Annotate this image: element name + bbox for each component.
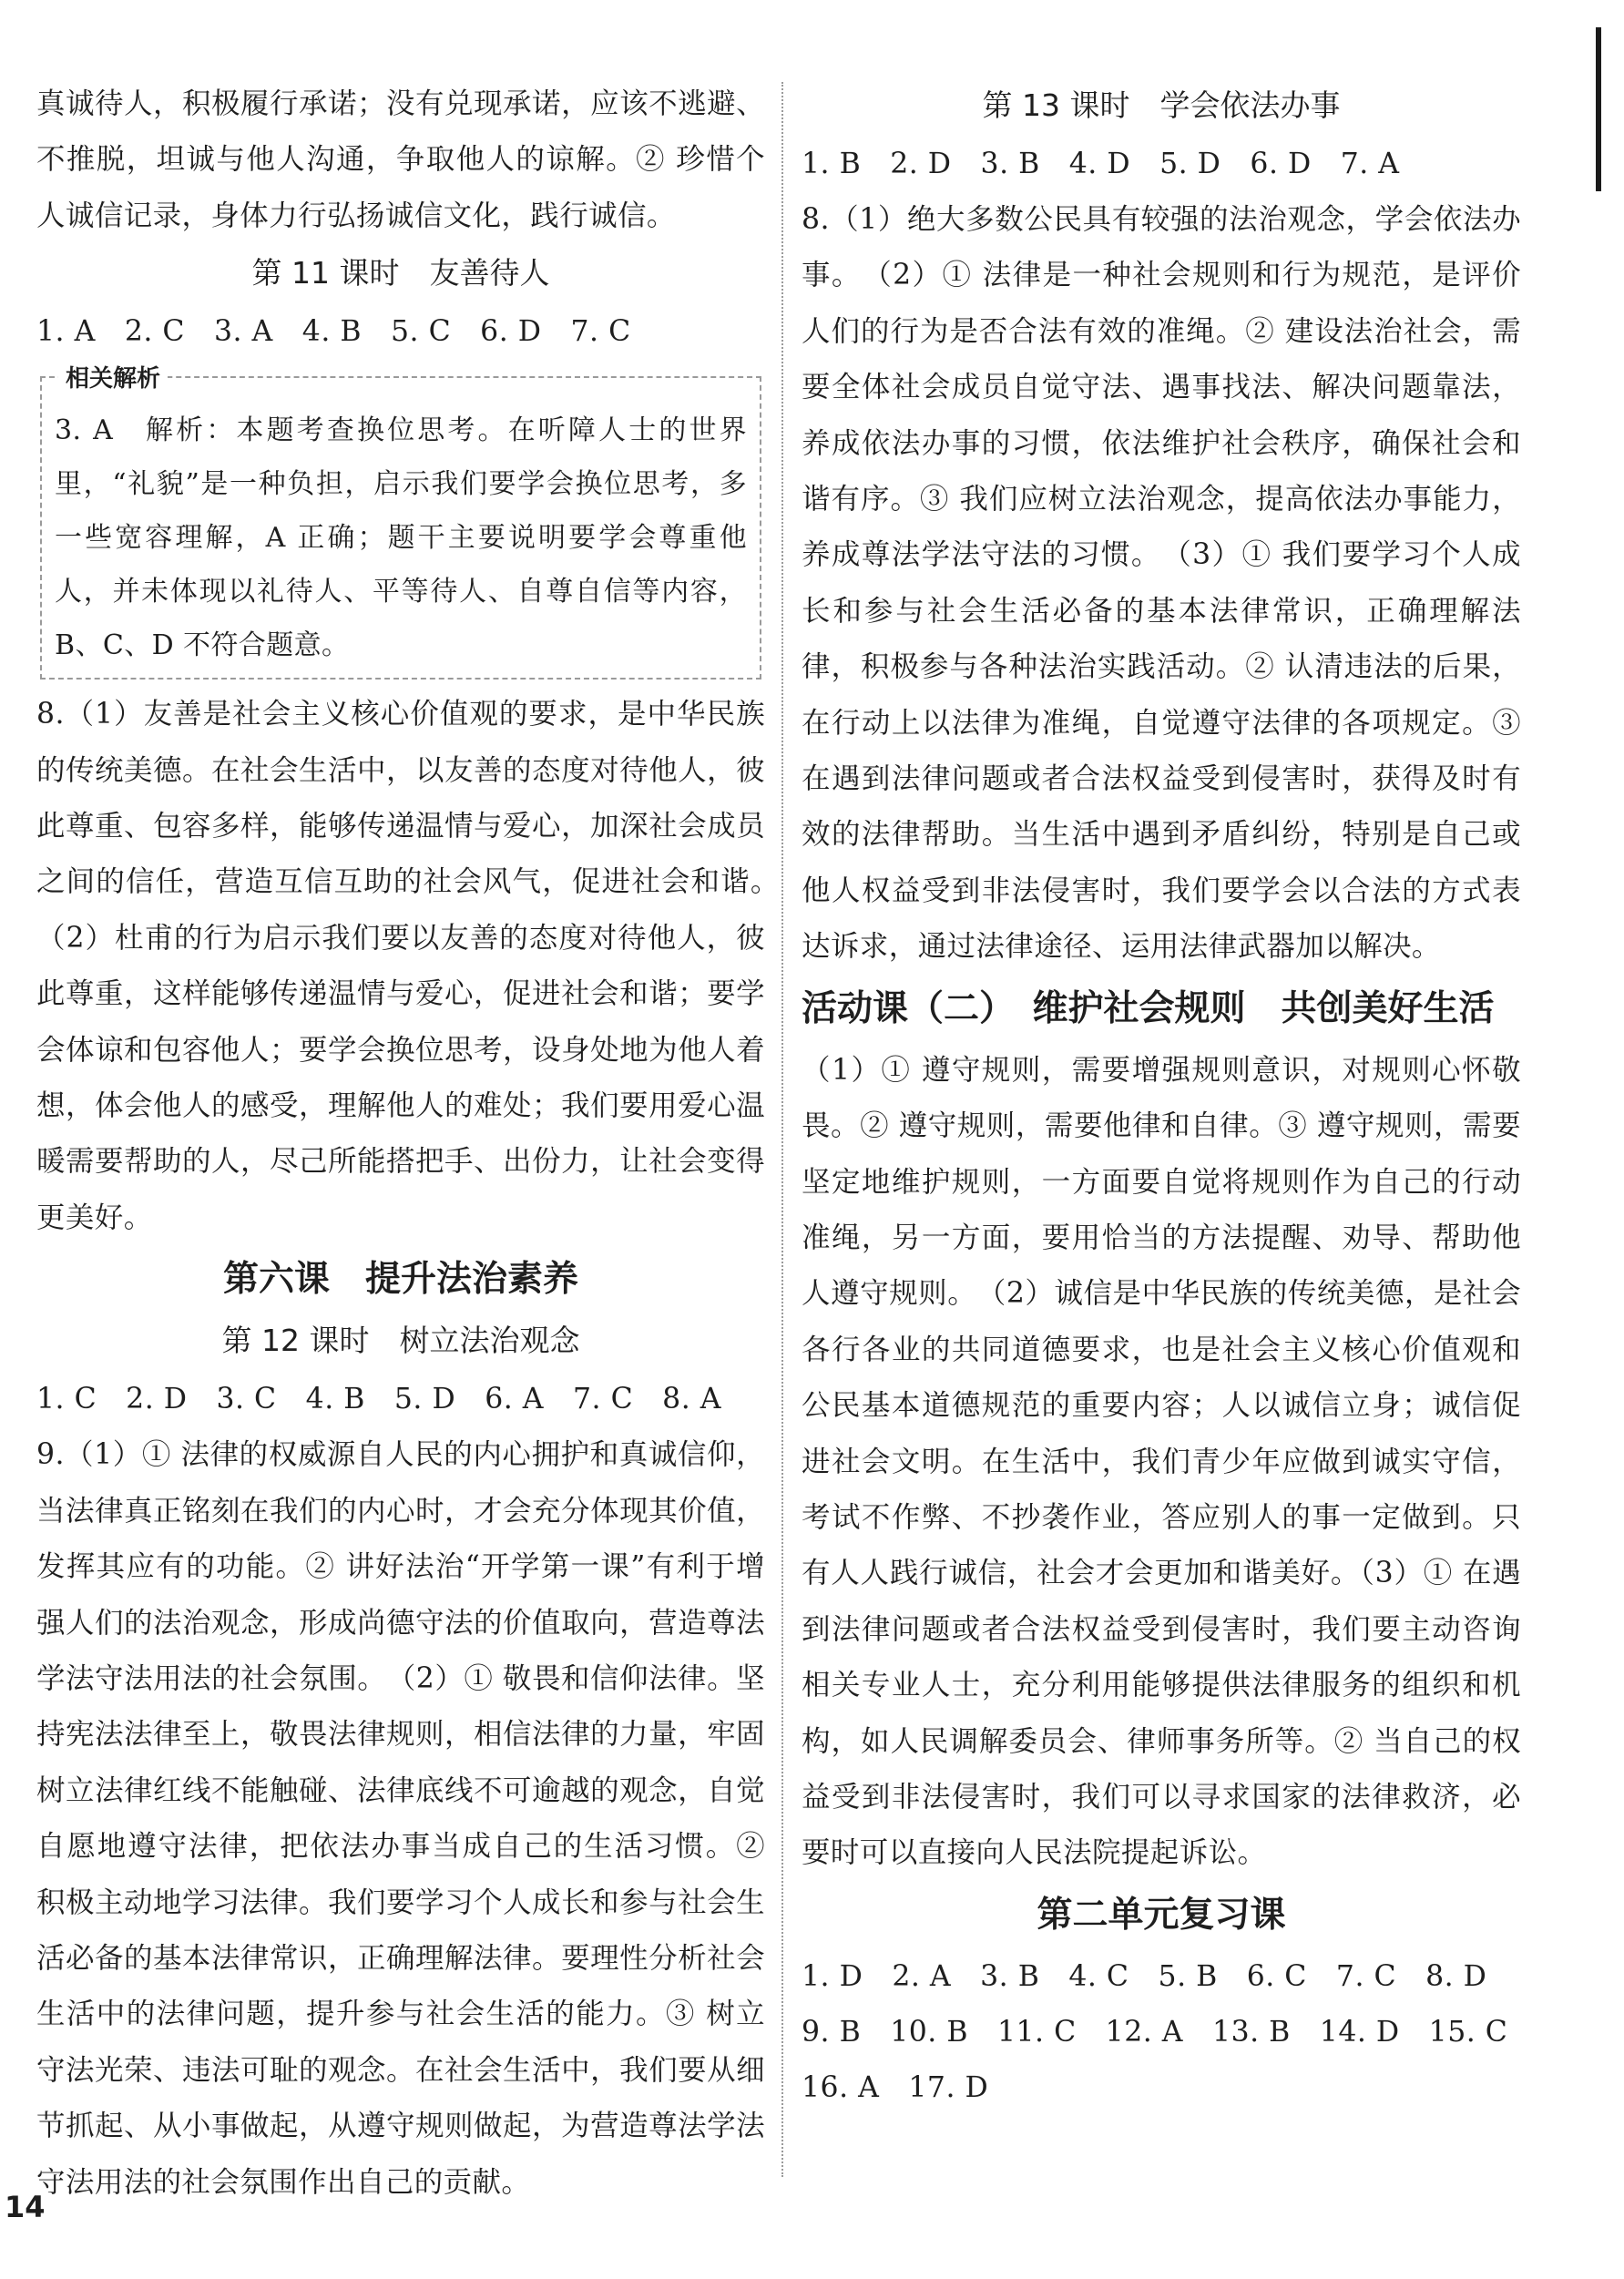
lesson-12-title: 第 12 课时 树立法治观念 bbox=[221, 1323, 580, 1359]
analysis-box-label: 相关解析 bbox=[58, 360, 168, 393]
intro-paragraph: 真诚待人，积极履行承诺；没有兑现承诺，应该不逃避、不推脱，坦诚与他人沟通，争取他人的谅解。② 珍惜个人诚信记录，身体力行弘扬诚信文化，践行诚信。 bbox=[36, 87, 765, 232]
lesson-6-title: 第六课 提升法治素养 bbox=[222, 1259, 578, 1301]
lesson-13-title: 第 13 课时 学会依法办事 bbox=[982, 87, 1341, 123]
unit-review-answers-line-2: 9. B 10. B 11. C 12. A 13. B 14. D 15. C bbox=[802, 2015, 1508, 2049]
unit-review-answers-line-3: 16. A 17. D bbox=[802, 2070, 989, 2104]
column-divider bbox=[781, 82, 783, 2177]
lesson-11-title: 第 11 课时 友善待人 bbox=[251, 255, 550, 291]
left-column bbox=[36, 77, 794, 2211]
lesson-12-answers: 1. C 2. D 3. C 4. B 5. D 6. A 7. C 8. A bbox=[36, 1383, 721, 1416]
right-column bbox=[802, 77, 1521, 2116]
unit-review-answers-line-1: 1. D 2. A 3. B 4. C 5. B 6. C 7. C 8. D bbox=[802, 1959, 1487, 1993]
analysis-box bbox=[40, 365, 761, 680]
lesson-13-answers: 1. B 2. D 3. B 4. D 5. D 6. D 7. A bbox=[802, 148, 1400, 180]
page-number: 14 bbox=[5, 2190, 46, 2224]
analysis-text: 3. A 解析：本题考查换位思考。在听障人士的世界里，“礼貌”是一种负担，启示我们要学会换位思考，多一些宽容理解，A 正确；题干主要说明要学会尊重他人，并未体现以礼待人、平等待人、自尊自信等内容，B、C、D 不符合题意。 bbox=[55, 414, 747, 662]
lesson-12-question-9: 9.（1）① 法律的权威源自人民的内心拥护和真诚信仰，当法律真正铭刻在我们的内心时，才会充分体现其价值，发挥其应有的功能。② 讲好法治“开学第一课”有利于增强人们的法治观念，形成尚德守法的价值取向，营造尊法学法守法用法的社会氛围。 （2）① 敬畏和信仰法律。坚持宪法法律至上，敬畏法律规则，相信法律的力量，牢固树立法律红线不能触碰、法律底线不可逾越的观念，自觉自愿地遵守法律，把依法办事当成自己的生活习惯。② 积极主动地学习法律。我们要学习个人成长和参与社会生活必备的基本法律常识，正确理解法律。要理性分析社会生活中的法律问题，提升参与社会生活的能力。③ 树立守法光荣、违法可耻的观念。在社会生活中，我们要从细节抓起、从小事做起，从遵守规则做起，为营造尊法学法守法用法的社会氛围作出自己的贡献。 bbox=[36, 1438, 765, 2199]
lesson-11-answers: 1. A 2. C 3. A 4. B 5. C 6. D 7. C bbox=[36, 315, 631, 349]
lesson-11-question-8: 8.（1）友善是社会主义核心价值观的要求，是中华民族的传统美德。在社会生活中，以友善的态度对待他人，彼此尊重、包容多样，能够传递温情与爱心，加深社会成员之间的信任，营造互信互助的社会风气，促进社会和谐。 （2）杜甫的行为启示我们要以友善的态度对待他人，彼此尊重，这样能够传递温情与爱心，促进社会和谐；要学会体谅和包容他人；要学会换位思考，设身处地为他人着想，体会他人的感受，理解他人的难处；我们要用爱心温暖需要帮助的人，尽己所能搭把手、出份力，让社会变得更美好。 bbox=[36, 698, 794, 1234]
activity-lesson-text: （1）① 遵守规则，需要增强规则意识，对规则心怀敬畏。② 遵守规则，需要他律和自律。③ 遵守规则，需要坚定地维护规则，一方面要自觉将规则作为自己的行动准绳，另一方面，要用恰当的方法提醒、劝导、帮助他人遵守规则。 （2）诚信是中华民族的传统美德，是社会各行各业的共同道德要求，也是社会主义核心价值观和公民基本道德规范的重要内容；人以诚信立身；诚信促进社会文明。在生活中，我们青少年应做到诚实守信，考试不作弊、不抄袭作业，答应别人的事一定做到。只有人人践行诚信，社会才会更加和谐美好。（3）① 在遇到法律问题或者合法权益受到侵害时，我们要主动咨询相关专业人士，充分利用能够提供法律服务的组织和机构，如人民调解委员会、律师事务所等。② 当自己的权益受到非法侵害时，我们可以寻求国家的法律救济，必要时可以直接向人民法院提起诉讼。 bbox=[802, 1053, 1521, 1870]
unit-review-title: 第二单元复习课 bbox=[1037, 1894, 1286, 1936]
page-edge-bar bbox=[1596, 27, 1601, 191]
activity-lesson-title: 活动课（二） 维护社会规则 共创美好生活 bbox=[802, 987, 1495, 1029]
lesson-13-question-8: 8.（1）绝大多数公民具有较强的法治观念，学会依法办事。 （2）① 法律是一种社会规则和行为规范，是评价人们的行为是否合法有效的准绳。② 建设法治社会，需要全体社会成员自觉守法、遇事找法、解决问题靠法，养成依法办事的习惯，依法维护社会秩序，确保社会和谐有序。③ 我们应树立法治观念，提高依法办事能力，养成尊法学法守法的习惯。 （3）① 我们要学习个人成长和参与社会生活必备的基本法律常识，正确理解法律，积极参与各种法治实践活动。② 认清违法的后果，在行动上以法律为准绳，自觉遵守法律的各项规定。③ 在遇到法律问题或者合法权益受到侵害时，获得及时有效的法律帮助。当生活中遇到矛盾纠纷，特别是自己或他人权益受到非法侵害时，我们要学会以合法的方式表达诉求，通过法律途径、运用法律武器加以解决。 bbox=[802, 203, 1521, 964]
